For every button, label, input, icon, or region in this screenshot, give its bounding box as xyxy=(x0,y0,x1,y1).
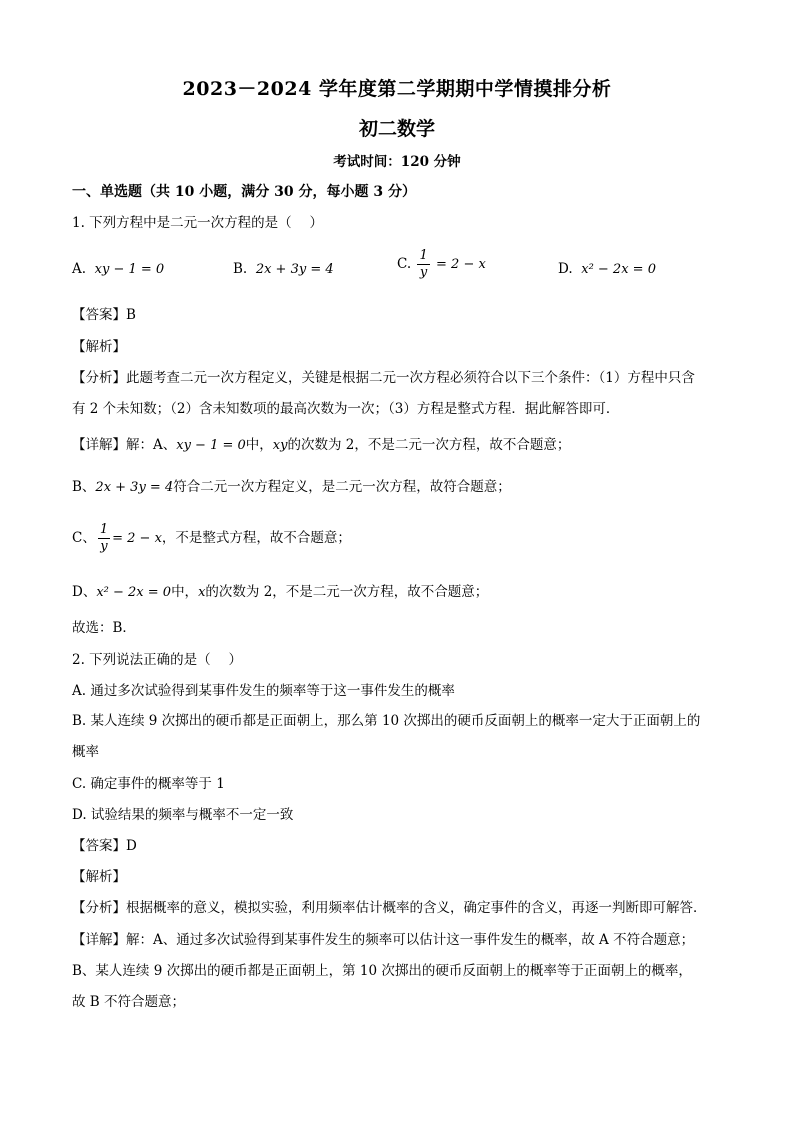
q1-analysis-line2: 有 2 个未知数；（2）含未知数项的最高次数为一次；（3）方程是整式方程．据此解答即可． xyxy=(72,401,620,417)
q1-answer: 【答案】B xyxy=(72,307,136,323)
fraction xyxy=(98,522,110,555)
option-label: D. xyxy=(558,261,573,277)
exam-time: 考试时间：120 分钟 xyxy=(333,154,461,170)
page-title: 2023－2024 学年度第二学期期中学情摸排分析 xyxy=(182,78,612,100)
q1-option-a xyxy=(72,260,164,279)
math-expr: xy − 1 = 0 xyxy=(176,438,246,453)
option-expr: x² − 2x = 0 xyxy=(581,262,656,277)
fraction xyxy=(417,248,429,281)
q1-detail-d xyxy=(72,583,488,602)
fraction-numerator: 1 xyxy=(99,522,109,537)
q2-detail-b-line2: 故 B 不符合题意； xyxy=(72,994,186,1010)
option-expr: 2x + 3y = 4 xyxy=(255,262,334,277)
q2-jiexi: 【解析】 xyxy=(72,869,126,885)
q2-option-b-line2: 概率 xyxy=(72,744,99,760)
option-label: A. xyxy=(72,261,87,277)
subject-title: 初二数学 xyxy=(358,118,435,140)
q2-option-b-line1: B. 某人连续 9 次掷出的硬币都是正面朝上，那么第 10 次掷出的硬币反面朝上的概率一定大于正面朝上的 xyxy=(72,713,701,729)
q1-option-d xyxy=(558,260,656,279)
q2-option-a: A. 通过多次试验得到某事件发生的频率等于这一事件发生的概率 xyxy=(72,683,455,699)
q1-detail-b xyxy=(72,478,511,497)
q2-option-d: D. 试验结果的频率与概率不一定一致 xyxy=(72,807,294,823)
q1-jiexi: 【解析】 xyxy=(72,339,126,355)
text: 中， xyxy=(245,437,273,453)
math-expr: 2x + 3y = 4 xyxy=(95,480,174,495)
text: 的次数为 2，不是二元一次方程，故不合题意； xyxy=(205,584,489,600)
q1-detail-a xyxy=(72,436,570,455)
q2-detail-b-line1: B、某人连续 9 次掷出的硬币都是正面朝上，第 10 次掷出的硬币反面朝上的概率等于正面朝上的概率， xyxy=(72,963,692,979)
q2-detail-a: 【详解】解：A、通过多次试验得到某事件发生的频率可以估计这一事件发生的概率，故 A 不符合题意； xyxy=(72,932,695,948)
math-expr: = 2 − x xyxy=(112,531,162,546)
option-expr: = 2 − x xyxy=(436,257,486,272)
option-expr: xy − 1 = 0 xyxy=(94,262,165,277)
fraction-denominator: y xyxy=(419,265,428,280)
option-label: B. xyxy=(233,261,248,277)
q2-answer: 【答案】D xyxy=(72,838,137,854)
text: D、 xyxy=(72,584,97,600)
math-var: xy xyxy=(272,438,288,453)
q1-analysis-line1: 【分析】此题考查二元一次方程定义，关键是根据二元一次方程必须符合以下三个条件：（1）方程中只含 xyxy=(72,370,695,386)
text: 【详解】解：A、 xyxy=(72,437,177,453)
q2-analysis: 【分析】根据概率的意义，模拟实验，利用频率估计概率的含义，确定事件的含义，再逐一判断即可解答． xyxy=(72,900,707,916)
math-expr: x² − 2x = 0 xyxy=(96,585,172,600)
section-heading: 一、单选题（共 10 小题，满分 30 分，每小题 3 分） xyxy=(72,184,416,200)
option-label: C. xyxy=(397,256,412,272)
q2-option-c: C. 确定事件的概率等于 1 xyxy=(72,776,225,792)
text: 的次数为 2，不是二元一次方程，故不合题意； xyxy=(287,437,571,453)
fraction-numerator: 1 xyxy=(419,248,428,263)
text: C、 xyxy=(72,530,96,546)
q1-option-b xyxy=(233,260,334,279)
q1-stem: 1. 下列方程中是二元一次方程的是（ ） xyxy=(72,215,323,231)
text: 符合二元一次方程定义，是二元一次方程，故符合题意； xyxy=(173,479,511,495)
q1-detail-c xyxy=(72,522,351,555)
q2-stem: 2. 下列说法正确的是（ ） xyxy=(72,652,242,668)
text: 中， xyxy=(171,584,199,600)
q1-option-c xyxy=(397,248,486,281)
text: ，不是整式方程，故不合题意； xyxy=(161,530,351,546)
text: B、 xyxy=(72,479,96,495)
q1-conclusion: 故选：B． xyxy=(72,620,136,636)
math-var: x xyxy=(198,585,206,600)
fraction-denominator: y xyxy=(100,539,108,554)
